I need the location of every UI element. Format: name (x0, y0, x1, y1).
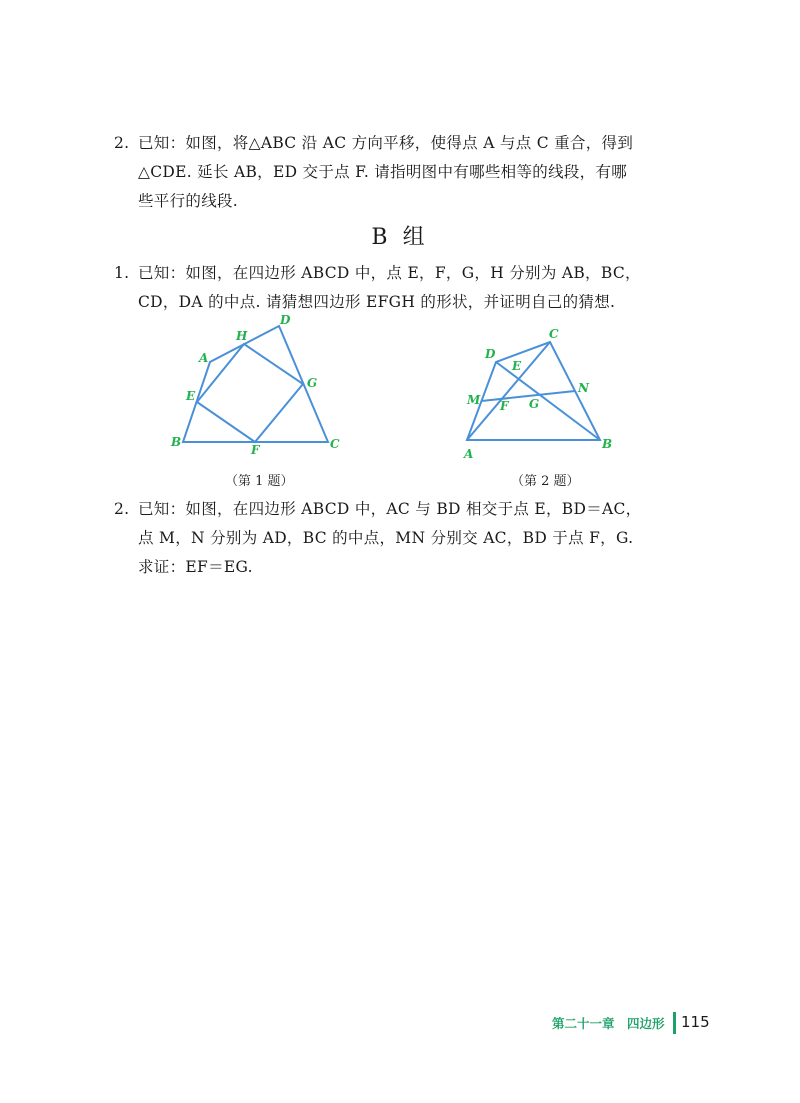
problem-number: 1. (114, 264, 130, 282)
chapter-title: 第二十一章 四边形 (552, 1016, 665, 1031)
quadrilateral-efgh (197, 344, 303, 442)
problem-b2 (114, 495, 674, 582)
section-title-b: B 组 (371, 225, 429, 250)
problem-text-line: 点 M，N 分别为 AD，BC 的中点，MN 分别交 AC，BD 于点 F，G. (138, 529, 634, 547)
label-f: F (251, 443, 260, 457)
problem-text-line: 些平行的线段. (138, 192, 239, 210)
label-g: G (307, 376, 318, 390)
problem-number: 2. (114, 500, 130, 518)
diagonal-bd (496, 362, 600, 440)
page-footer (520, 1012, 720, 1034)
label-e: E (186, 389, 196, 403)
problem-text-line: △CDE. 延长 AB，ED 交于点 F. 请指明图中有哪些相等的线段，有哪 (138, 163, 628, 181)
problem-b1 (114, 259, 674, 317)
footer-divider (673, 1012, 676, 1034)
label-e: E (512, 359, 522, 373)
label-b: B (171, 435, 182, 449)
problem-text-line: 已知：如图，将△ABC 沿 AC 方向平移，使得点 A 与点 C 重合，得到 (138, 134, 634, 152)
label-d: D (280, 313, 291, 327)
problem-text-line: CD，DA 的中点. 请猜想四边形 EFGH 的形状，并证明自己的猜想. (138, 293, 616, 311)
quadrilateral-diagonals-diagram (452, 322, 622, 462)
problem-number: 2. (114, 134, 130, 152)
figure-2-caption: （第 2 题） (511, 474, 580, 489)
problem-text-line: 已知：如图，在四边形 ABCD 中，AC 与 BD 相交于点 E，BD＝AC， (138, 500, 642, 518)
page-number: 115 (681, 1013, 710, 1031)
problem-a2 (114, 129, 674, 216)
figure-2 (452, 322, 622, 462)
label-n: N (578, 381, 589, 395)
label-c: C (549, 327, 559, 341)
label-h: H (236, 329, 248, 343)
label-c: C (330, 437, 340, 451)
problem-text-line: 已知：如图，在四边形 ABCD 中，点 E，F，G，H 分别为 AB，BC， (138, 264, 641, 282)
quadrilateral-midpoints-diagram (170, 312, 350, 460)
label-f: F (500, 399, 509, 413)
figure-1-caption: （第 1 题） (225, 474, 294, 489)
problem-text-line: 求证：EF＝EG. (138, 558, 253, 576)
label-m: M (467, 393, 481, 407)
label-g: G (529, 397, 540, 411)
label-b: B (602, 437, 613, 451)
label-a: A (199, 351, 209, 365)
label-d: D (485, 347, 496, 361)
label-a: A (464, 447, 474, 461)
figure-1 (170, 312, 350, 460)
